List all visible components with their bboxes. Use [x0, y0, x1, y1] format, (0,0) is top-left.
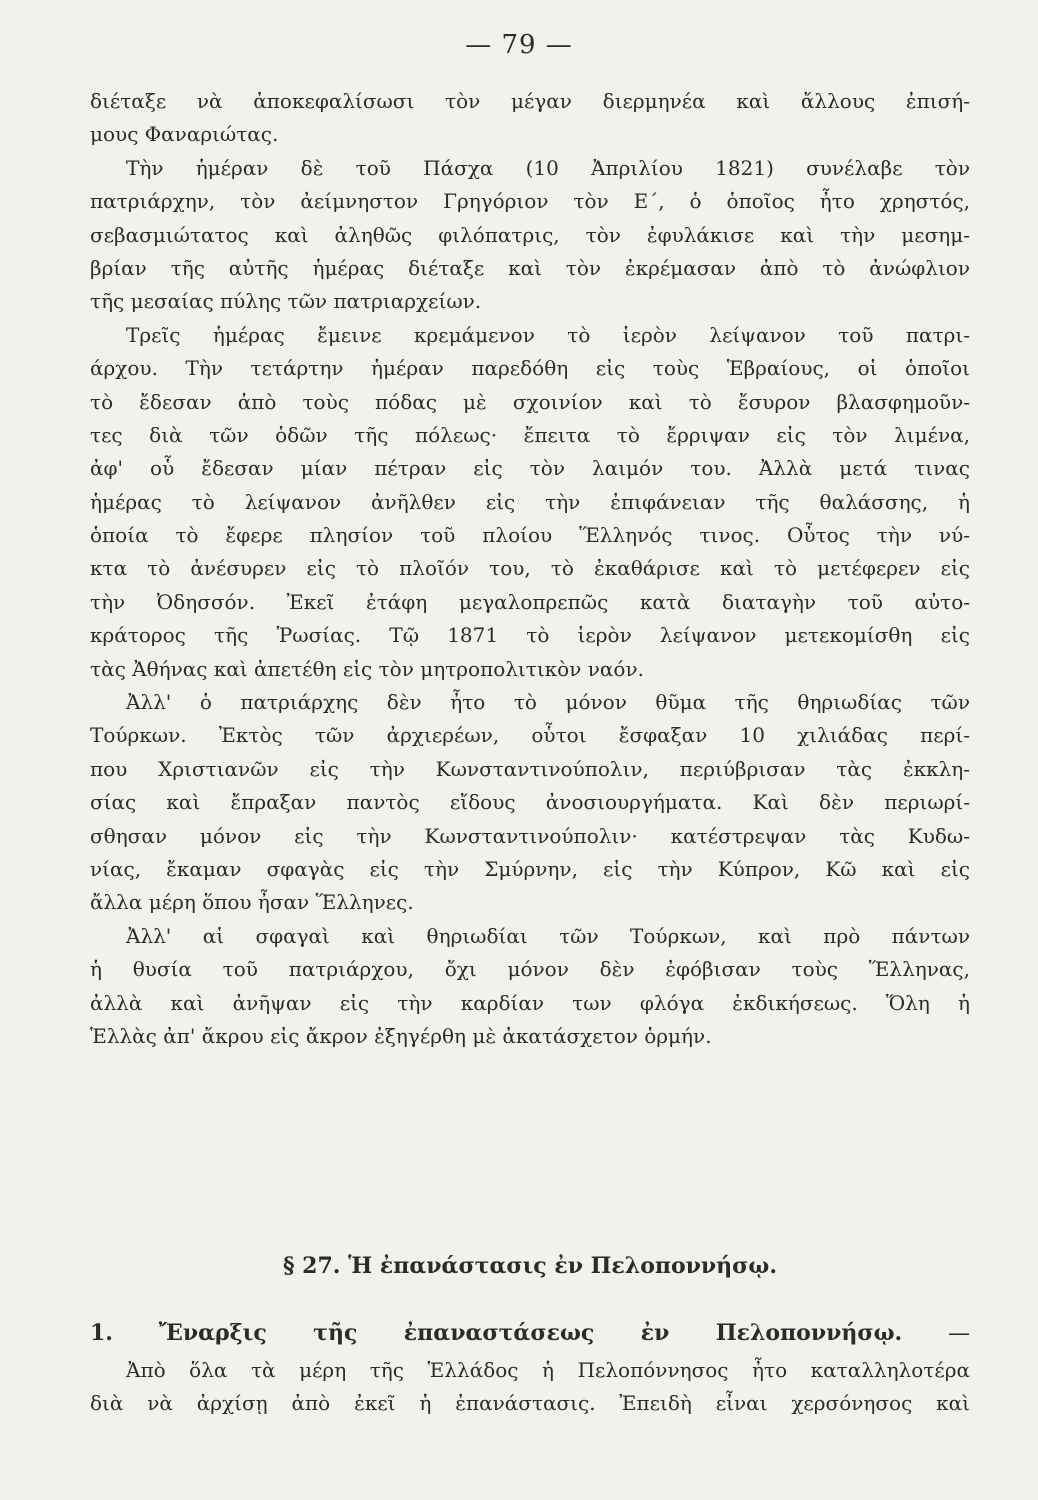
section-number: 27.: [302, 1253, 341, 1279]
section-symbol: §: [282, 1253, 295, 1279]
text-line: ἄλλα μέρη ὅπου ἦσαν Ἕλληνες.: [90, 890, 414, 915]
text-line: νίας, ἔκαμαν σφαγὰς εἰς τὴν Σμύρνην, εἰς τὴν Κύπρον, Κῶ καὶ εἰς: [90, 856, 970, 881]
text-line: Ἑλλὰς ἀπ' ἄκρου εἰς ἄκρον ἐξηγέρθη μὲ ἀκατάσχετον ὁρμήν.: [90, 1023, 712, 1048]
text-line: διὰ νὰ ἀρχίσῃ ἀπὸ ἐκεῖ ἡ ἐπανάστασις. Ἐπειδὴ εἶναι χερσόνησος καὶ: [90, 1391, 970, 1416]
text-line: Τούρκων. Ἐκτὸς τῶν ἀρχιερέων, οὗτοι ἔσφαξαν 10 χιλιάδας περί-: [90, 723, 970, 748]
page-number: — 79 —: [465, 30, 573, 60]
text-line: τὰς Ἀθήνας καὶ ἀπετέθη εἰς τὸν μητροπολιτικὸν ναόν.: [90, 656, 644, 681]
text-line: που Χριστιανῶν εἰς τὴν Κωνσταντινούπολιν, περιύβρισαν τὰς ἐκκλη-: [90, 756, 970, 781]
text-line: σίας καὶ ἔπραξαν παντὸς εἴδους ἀνοσιουργήματα. Καὶ δὲν περιωρί-: [90, 790, 970, 815]
text-line: ἡμέρας τὸ λείψανον ἀνῆλθεν εἰς τὴν ἐπιφάνειαν τῆς θαλάσσης, ἡ: [90, 489, 970, 514]
subsection-dash: —: [948, 1321, 971, 1346]
closing-text: [90, 1354, 970, 1421]
text-line: τες διὰ τῶν ὁδῶν τῆς πόλεως· ἔπειτα τὸ ἔρριψαν εἰς τὸν λιμένα,: [90, 422, 970, 447]
text-line: κτα τὸ ἀνέσυρεν εἰς τὸ πλοῖόν του, τὸ ἐκαθάρισε καὶ τὸ μετέφερεν εἰς: [90, 556, 970, 581]
text-line: τῆς μεσαίας πύλης τῶν πατριαρχείων.: [90, 289, 482, 314]
subsection-title: Ἔναρξις τῆς ἐπαναστάσεως ἐν Πελοποννήσῳ.: [158, 1320, 903, 1346]
text-line: μους Φαναριώτας.: [90, 122, 279, 147]
text-line: άρχου. Τὴν τετάρτην ἡμέραν παρεδόθη εἰς τοὺς Ἑβραίους, οἱ ὁποῖοι: [90, 356, 970, 381]
text-line: βρίαν τῆς αὐτῆς ἡμέρας διέταξε καὶ τὸν ἐκρέμασαν ἀπὸ τὸ ἀνώφλιον: [90, 255, 970, 280]
text-line: κράτορος τῆς Ῥωσίας. Τῷ 1871 τὸ ἱερὸν λείψανον μετεκομίσθη εἰς: [90, 623, 970, 648]
section-heading: [90, 1253, 970, 1279]
text-line: πατριάρχην, τὸν ἀείμνηστον Γρηγόριον τὸν Ε΄, ὁ ὁποῖος ἦτο χρηστός,: [90, 189, 970, 214]
text-line: διέταξε νὰ ἀποκεφαλίσωσι τὸν μέγαν διερμηνέα καὶ ἄλλους ἐπισή-: [90, 89, 970, 113]
text-line: σεβασμιώτατος καὶ ἀληθῶς φιλόπατρις, τὸν ἐφυλάκισε καὶ τὴν μεσημ-: [90, 222, 970, 247]
text-line: σθησαν μόνον εἰς τὴν Κωνσταντινούπολιν· κατέστρεψαν τὰς Κυδω-: [90, 823, 970, 848]
text-line: Ἀπὸ ὅλα τὰ μέρη τῆς Ἑλλάδος ἡ Πελοπόννησος ἦτο καταλληλοτέρα: [126, 1358, 970, 1382]
subsection-number: 1.: [90, 1320, 113, 1346]
text-line: ἀλλὰ καὶ ἀνῆψαν εἰς τὴν καρδίαν των φλόγα ἐκδικήσεως. Ὅλη ἡ: [90, 990, 970, 1015]
text-line: τὴν Ὀδησσόν. Ἐκεῖ ἐτάφη μεγαλοπρεπῶς κατὰ διαταγὴν τοῦ αὐτο-: [90, 589, 970, 614]
text-line: ὁποία τὸ ἔφερε πλησίον τοῦ πλοίου Ἕλληνός τινος. Οὗτος τὴν νύ-: [90, 523, 970, 548]
text-line: ἀφ' οὗ ἔδεσαν μίαν πέτραν εἰς τὸν λαιμόν του. Ἀλλὰ μετά τινας: [90, 456, 970, 481]
subsection-heading: [90, 1320, 970, 1346]
text-line: τὸ ἔδεσαν ἀπὸ τοὺς πόδας μὲ σχοινίον καὶ τὸ ἔσυρον βλασφημοῦν-: [90, 389, 970, 414]
section-title: Ἡ ἐπανάστασις ἐν Πελοποννήσῳ.: [348, 1253, 778, 1279]
text-line: Τρεῖς ἡμέρας ἔμεινε κρεμάμενον τὸ ἱερὸν λείψανον τοῦ πατρι-: [126, 322, 970, 347]
text-line: ἡ θυσία τοῦ πατριάρχου, ὄχι μόνον δὲν ἐφόβισαν τοὺς Ἕλληνας,: [90, 957, 970, 982]
text-line: Ἀλλ' ὁ πατριάρχης δὲν ἦτο τὸ μόνον θῦμα τῆς θηριωδίας τῶν: [126, 690, 970, 715]
text-line: Τὴν ἡμέραν δὲ τοῦ Πάσχα (10 Ἀπριλίου 1821) συνέλαβε τὸν: [126, 155, 970, 180]
body-text: [90, 85, 970, 1053]
text-line: Ἀλλ' αἱ σφαγαὶ καὶ θηριωδίαι τῶν Τούρκων, καὶ πρὸ πάντων: [126, 923, 970, 948]
